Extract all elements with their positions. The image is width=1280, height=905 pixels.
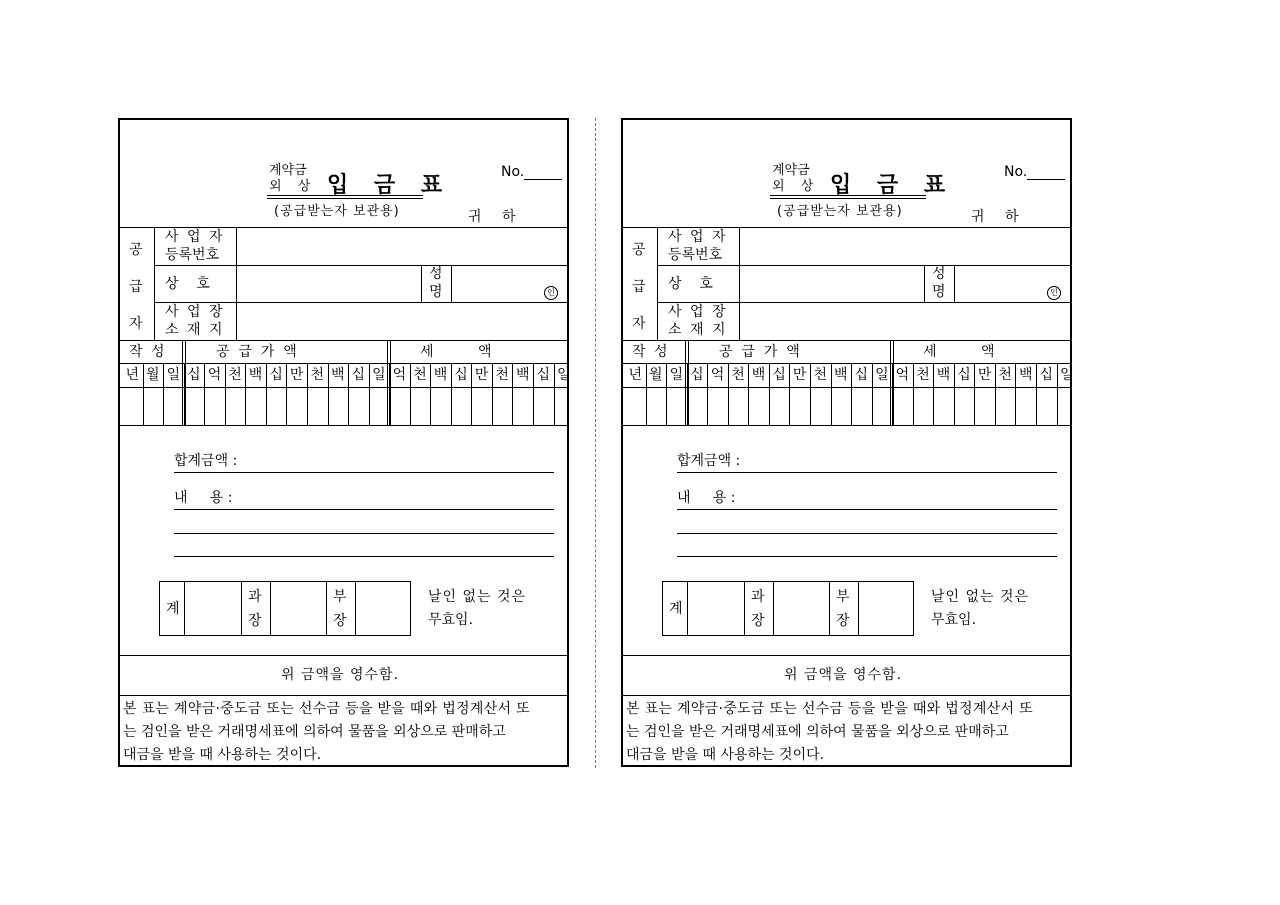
digit-column-header: 만 xyxy=(977,367,992,383)
address-label-line2: 소 재 지 xyxy=(165,322,225,338)
amount-digit-cell[interactable] xyxy=(286,388,307,424)
content-field-line[interactable] xyxy=(174,509,554,510)
digit-column-header: 천 xyxy=(228,367,242,383)
reg-no-label-line2: 등록번호 xyxy=(165,247,220,263)
content-field-line[interactable] xyxy=(174,533,554,534)
address-label-line2: 소 재 지 xyxy=(668,322,728,338)
approval-manager-label-2: 장 xyxy=(248,613,262,629)
receipt-statement: 위 금액을 영수함. xyxy=(281,667,400,683)
amount-digit-cell[interactable] xyxy=(831,388,852,424)
invalid-note-line1: 날인 없는 것은 xyxy=(428,589,527,605)
amount-digit-cell[interactable] xyxy=(389,388,410,424)
amount-digit-cell[interactable] xyxy=(533,388,554,424)
kind-credit-label: 외 상 xyxy=(772,179,820,194)
digit-column-header: 십 xyxy=(269,367,283,383)
kind-credit-label: 외 상 xyxy=(269,179,317,194)
amount-digit-cell[interactable] xyxy=(307,388,328,424)
digit-column-header: 백 xyxy=(751,367,766,383)
content-label: 내 용 : xyxy=(677,490,736,506)
approval-staff-label: 계 xyxy=(166,601,180,617)
digit-column-header: 백 xyxy=(936,367,951,383)
title-underline xyxy=(267,195,423,196)
supplier-label-2: 급 xyxy=(632,279,646,295)
amount-digit-cell[interactable] xyxy=(646,388,667,424)
digit-column-header: 십 xyxy=(854,367,869,383)
digit-column-header: 백 xyxy=(834,367,848,383)
seal-icon: 인 xyxy=(544,286,558,300)
digit-column-header: 백 xyxy=(433,367,448,383)
digit-column-header: 백 xyxy=(248,367,263,383)
amount-digit-cell[interactable] xyxy=(369,388,390,424)
reg-no-label-line1: 사 업 자 xyxy=(165,229,225,245)
approval-box xyxy=(159,581,411,636)
amount-digit-cell[interactable] xyxy=(625,388,646,424)
total-amount-field[interactable] xyxy=(677,472,1057,473)
content-field-line[interactable] xyxy=(174,556,554,557)
amount-digit-cell[interactable] xyxy=(687,388,708,424)
write-date-header: 작 성 xyxy=(129,344,167,360)
amount-digit-cell[interactable] xyxy=(707,388,728,424)
digit-column-header: 월 xyxy=(649,367,663,383)
amount-digit-cell[interactable] xyxy=(554,388,575,424)
amount-digit-cell[interactable] xyxy=(913,388,934,424)
invalid-note-line1: 날인 없는 것은 xyxy=(931,589,1030,605)
digit-column-header: 십 xyxy=(351,367,366,383)
amount-digit-cell[interactable] xyxy=(954,388,975,424)
receipt-slip-right xyxy=(621,118,1072,767)
amount-digit-cell[interactable] xyxy=(163,388,184,424)
copy-type-subtitle: (공급받는자 보관용) xyxy=(274,204,400,219)
content-field-line[interactable] xyxy=(677,533,1057,534)
digit-column-header: 억 xyxy=(207,367,222,383)
amount-digit-cell[interactable] xyxy=(933,388,954,424)
approval-staff-label: 계 xyxy=(669,601,683,617)
approval-director-cell[interactable] xyxy=(356,582,410,635)
amount-digit-cell[interactable] xyxy=(851,388,872,424)
reg-no-field[interactable] xyxy=(237,228,567,264)
amount-digit-cell[interactable] xyxy=(892,388,913,424)
amount-digit-cell[interactable] xyxy=(1015,388,1036,424)
digit-column-header: 천 xyxy=(916,367,930,383)
amount-digit-cell[interactable] xyxy=(122,388,143,424)
digit-column-header: 월 xyxy=(146,367,160,383)
copy-type-subtitle: (공급받는자 보관용) xyxy=(777,204,903,219)
approval-manager-cell[interactable] xyxy=(774,582,829,635)
amount-digit-cell[interactable] xyxy=(666,388,687,424)
reg-no-label-line1: 사 업 자 xyxy=(668,229,728,245)
amount-digit-cell[interactable] xyxy=(266,388,287,424)
amount-digit-cell[interactable] xyxy=(328,388,349,424)
company-field[interactable] xyxy=(740,266,923,301)
title-underline xyxy=(770,198,926,199)
address-label-line1: 사 업 장 xyxy=(668,304,728,320)
amount-digit-cell[interactable] xyxy=(492,388,513,424)
footer-note-line1: 본 표는 계약금·중도금 또는 선수금 등을 받을 때와 법정계산서 또 xyxy=(626,701,1033,717)
number-label: No. xyxy=(501,164,525,180)
amount-digit-cell[interactable] xyxy=(872,388,893,424)
address-field[interactable] xyxy=(237,303,567,339)
amount-digit-cell[interactable] xyxy=(430,388,451,424)
total-amount-label: 합계금액 : xyxy=(174,453,238,469)
amount-digit-cell[interactable] xyxy=(1057,388,1078,424)
amount-digit-cell[interactable] xyxy=(974,388,995,424)
recipient-suffix: 귀 하 xyxy=(971,209,1027,225)
title-underline xyxy=(267,198,423,199)
digit-column-header: 십 xyxy=(187,367,201,383)
digit-column-header: 십 xyxy=(536,367,551,383)
digit-column-header: 일 xyxy=(166,367,181,383)
digit-column-header: 일 xyxy=(875,367,889,383)
supply-amount-header: 공 급 가 액 xyxy=(719,344,800,360)
digit-column-header: 만 xyxy=(289,367,304,383)
tax-header: 세 액 xyxy=(923,344,995,360)
supplier-label-2: 급 xyxy=(129,279,143,295)
digit-column-header: 십 xyxy=(957,367,971,383)
digit-column-header: 십 xyxy=(772,367,786,383)
company-label: 상 호 xyxy=(668,276,713,292)
approval-director-cell[interactable] xyxy=(859,582,913,635)
footer-note-line3: 대금을 받을 때 사용하는 것이다. xyxy=(123,747,322,763)
supplier-label-1: 공 xyxy=(129,242,143,258)
kind-deposit-label: 계약금 xyxy=(269,163,307,178)
amount-digit-cell[interactable] xyxy=(204,388,225,424)
digit-column-header: 일 xyxy=(1060,367,1074,383)
amount-digit-cell[interactable] xyxy=(728,388,749,424)
invalid-note-line2: 무효임. xyxy=(428,612,474,628)
receipt-statement: 위 금액을 영수함. xyxy=(784,667,903,683)
reg-no-label-line2: 등록번호 xyxy=(668,247,723,263)
approval-manager-label-1: 과 xyxy=(248,589,262,605)
amount-digit-cell[interactable] xyxy=(184,388,205,424)
digit-column-header: 억 xyxy=(895,367,910,383)
supply-amount-header: 공 급 가 액 xyxy=(216,344,297,360)
amount-digit-cell[interactable] xyxy=(410,388,431,424)
address-label-line1: 사 업 장 xyxy=(165,304,225,320)
digit-column-header: 일 xyxy=(669,367,684,383)
page-title: 입 금 표 xyxy=(327,173,452,198)
amount-digit-cell[interactable] xyxy=(143,388,164,424)
amount-digit-cell[interactable] xyxy=(810,388,831,424)
digit-column-header: 년 xyxy=(628,367,643,383)
content-label: 내 용 : xyxy=(174,490,233,506)
footer-note-line3: 대금을 받을 때 사용하는 것이다. xyxy=(626,747,825,763)
recipient-suffix: 귀 하 xyxy=(468,209,524,225)
digit-column-header: 십 xyxy=(1039,367,1054,383)
title-underline xyxy=(770,195,926,196)
content-field-line[interactable] xyxy=(677,509,1057,510)
name-label-line2: 명 xyxy=(429,284,443,300)
receipt-slip-left xyxy=(118,118,569,767)
kind-deposit-label: 계약금 xyxy=(772,163,810,178)
digit-column-header: 년 xyxy=(125,367,140,383)
supplier-label-3: 자 xyxy=(632,316,646,332)
digit-column-header: 십 xyxy=(454,367,468,383)
name-label-line1: 성 xyxy=(429,266,443,282)
approval-director-label-1: 부 xyxy=(333,589,347,605)
name-label-line1: 성 xyxy=(932,266,946,282)
approval-staff-cell[interactable] xyxy=(688,582,744,635)
page-title: 입 금 표 xyxy=(830,173,955,198)
footer-note-line2: 는 검인을 받은 거래명세표에 의하여 물품을 외상으로 판매하고 xyxy=(123,724,506,740)
amount-digit-cell[interactable] xyxy=(245,388,266,424)
number-label: No. xyxy=(1004,164,1028,180)
number-field[interactable] xyxy=(524,179,562,180)
digit-column-header: 천 xyxy=(813,367,827,383)
digit-column-header: 십 xyxy=(690,367,704,383)
digit-column-header: 백 xyxy=(515,367,530,383)
digit-column-header: 백 xyxy=(1018,367,1033,383)
digit-column-header: 만 xyxy=(474,367,489,383)
amount-digit-cell[interactable] xyxy=(451,388,472,424)
amount-digit-cell[interactable] xyxy=(789,388,810,424)
digit-column-header: 천 xyxy=(413,367,427,383)
amount-digit-cell[interactable] xyxy=(225,388,246,424)
approval-manager-label-1: 과 xyxy=(751,589,765,605)
amount-digit-cell[interactable] xyxy=(1036,388,1057,424)
digit-column-header: 천 xyxy=(495,367,509,383)
approval-box xyxy=(662,581,914,636)
content-field-line[interactable] xyxy=(677,556,1057,557)
amount-digit-cell[interactable] xyxy=(995,388,1016,424)
address-field[interactable] xyxy=(740,303,1070,339)
digit-column-header: 천 xyxy=(998,367,1012,383)
amount-digit-cell[interactable] xyxy=(348,388,369,424)
approval-manager-label-2: 장 xyxy=(751,613,765,629)
tax-header: 세 액 xyxy=(420,344,492,360)
amount-digit-cell[interactable] xyxy=(769,388,790,424)
digit-column-header: 천 xyxy=(310,367,324,383)
approval-director-label-1: 부 xyxy=(836,589,850,605)
digit-column-header: 천 xyxy=(731,367,745,383)
digit-column-header: 억 xyxy=(710,367,725,383)
reg-no-field[interactable] xyxy=(740,228,1070,264)
company-field[interactable] xyxy=(237,266,420,301)
total-amount-field[interactable] xyxy=(174,472,554,473)
amount-digit-cell[interactable] xyxy=(512,388,533,424)
amount-digit-cell[interactable] xyxy=(471,388,492,424)
digit-column-header: 일 xyxy=(372,367,386,383)
supplier-label-1: 공 xyxy=(632,242,646,258)
approval-manager-cell[interactable] xyxy=(271,582,326,635)
digit-column-header: 일 xyxy=(557,367,571,383)
approval-director-label-2: 장 xyxy=(836,613,850,629)
digit-column-header: 억 xyxy=(392,367,407,383)
amount-digit-cell[interactable] xyxy=(748,388,769,424)
total-amount-label: 합계금액 : xyxy=(677,453,741,469)
footer-note-line2: 는 검인을 받은 거래명세표에 의하여 물품을 외상으로 판매하고 xyxy=(626,724,1009,740)
digit-column-header: 만 xyxy=(792,367,807,383)
approval-director-label-2: 장 xyxy=(333,613,347,629)
company-label: 상 호 xyxy=(165,276,210,292)
digit-column-header: 백 xyxy=(331,367,345,383)
number-field[interactable] xyxy=(1027,179,1065,180)
supplier-label-3: 자 xyxy=(129,316,143,332)
name-label-line2: 명 xyxy=(932,284,946,300)
seal-icon: 인 xyxy=(1047,286,1061,300)
write-date-header: 작 성 xyxy=(632,344,670,360)
cut-line-divider xyxy=(595,118,596,768)
invalid-note-line2: 무효임. xyxy=(931,612,977,628)
footer-note-line1: 본 표는 계약금·중도금 또는 선수금 등을 받을 때와 법정계산서 또 xyxy=(123,701,530,717)
approval-staff-cell[interactable] xyxy=(185,582,241,635)
